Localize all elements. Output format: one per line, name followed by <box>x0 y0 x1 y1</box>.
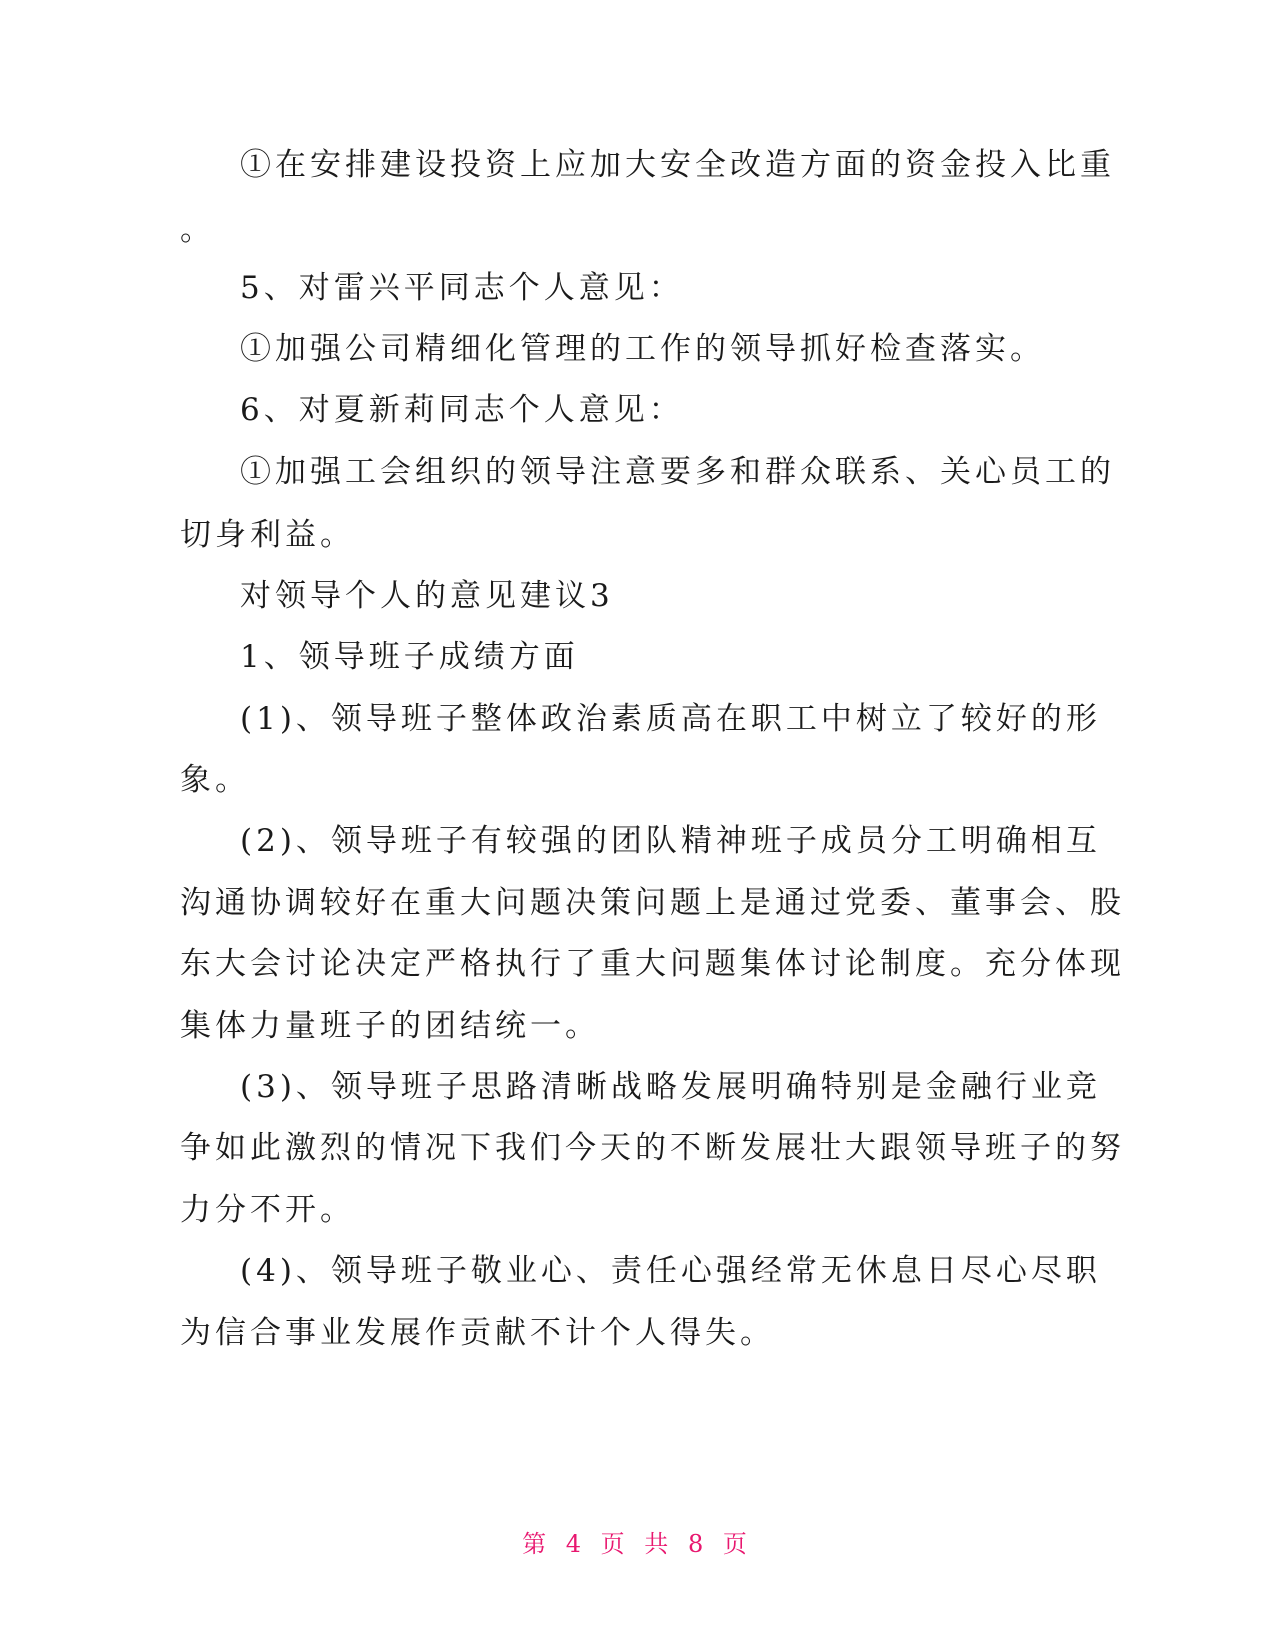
paragraph-line: ①加强公司精细化管理的工作的领导抓好检查落实。 <box>240 331 1045 367</box>
paragraph-line: 切身利益。 <box>180 517 355 553</box>
paragraph-line: 5、对雷兴平同志个人意见： <box>240 270 684 306</box>
paragraph-line: 争如此激烈的情况下我们今天的不断发展壮大跟领导班子的努 <box>180 1130 1125 1166</box>
subsection-heading: 1、领导班子成绩方面 <box>240 639 579 675</box>
paragraph-line: 东大会讨论决定严格执行了重大问题集体讨论制度。充分体现 <box>180 946 1125 982</box>
paragraph-line: 力分不开。 <box>180 1192 355 1228</box>
paragraph-line: 为信合事业发展作贡献不计个人得失。 <box>180 1315 775 1351</box>
paragraph-line: 沟通协调较好在重大问题决策问题上是通过党委、董事会、股 <box>180 885 1125 921</box>
page-number-footer: 第 4 页 共 8 页 <box>522 1530 753 1558</box>
paragraph-line: (1)、领导班子整体政治素质高在职工中树立了较好的形 <box>240 701 1101 737</box>
paragraph-line: (4)、领导班子敬业心、责任心强经常无休息日尽心尽职 <box>240 1253 1101 1289</box>
paragraph-line: (3)、领导班子思路清晰战略发展明确特别是金融行业竞 <box>240 1069 1101 1105</box>
section-heading: 对领导个人的意见建议3 <box>240 578 614 614</box>
paragraph-line: 象。 <box>180 762 250 798</box>
paragraph-line: 集体力量班子的团结统一。 <box>180 1008 600 1044</box>
paragraph-line: ①在安排建设投资上应加大安全改造方面的资金投入比重 <box>240 147 1115 183</box>
paragraph-line: 6、对夏新莉同志个人意见： <box>240 392 684 428</box>
paragraph-line: (2)、领导班子有较强的团队精神班子成员分工明确相互 <box>240 823 1101 859</box>
paragraph-line: ①加强工会组织的领导注意要多和群众联系、关心员工的 <box>240 454 1115 490</box>
paragraph-line: 。 <box>180 212 215 248</box>
